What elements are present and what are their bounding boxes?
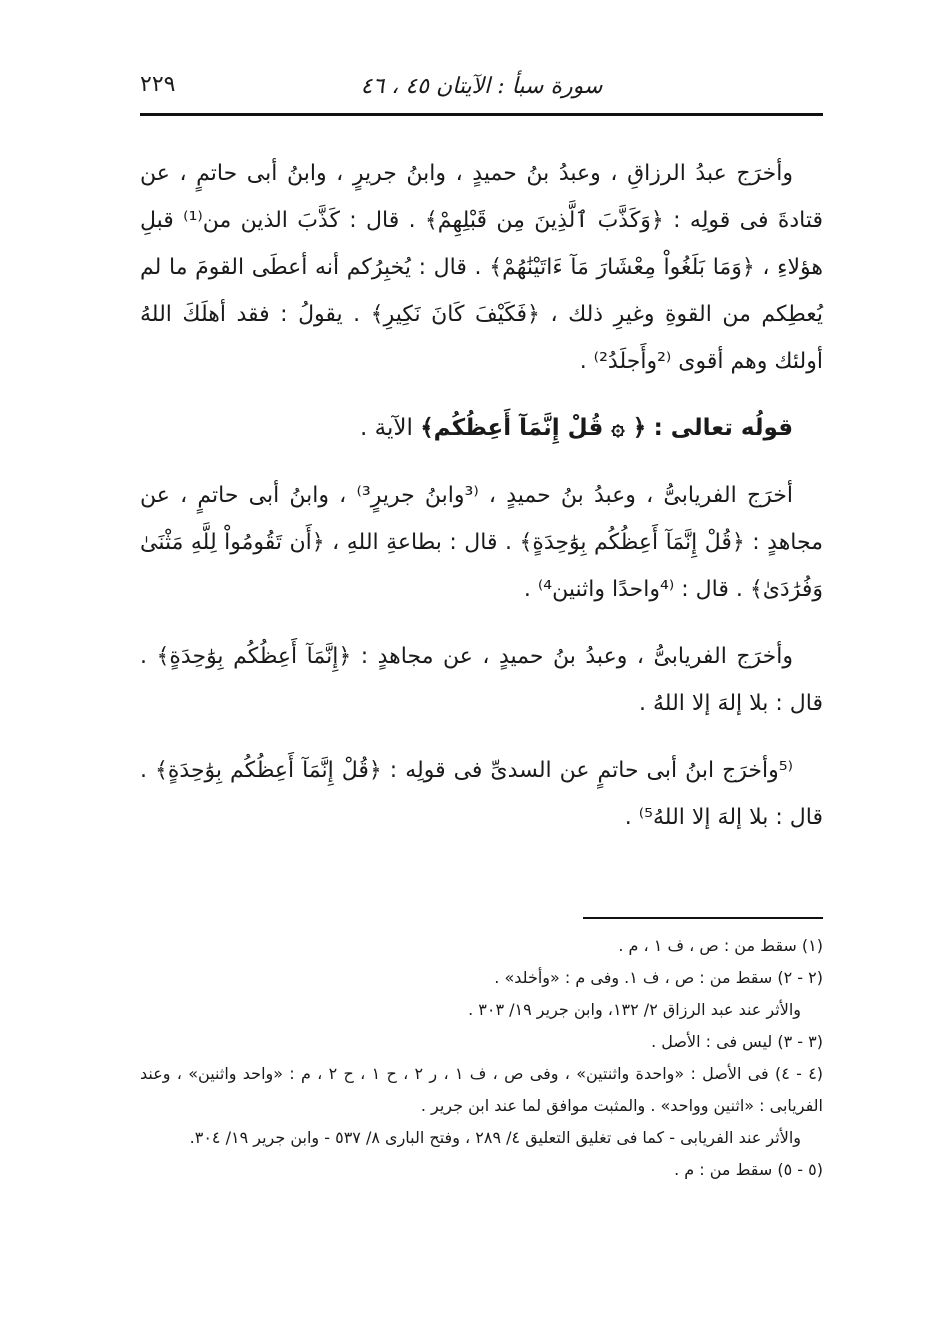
footnotes <box>140 930 823 1186</box>
running-title: سورة سبأ : الآيتان ٤٥ ، ٤٦ <box>360 73 603 99</box>
footnote-3: (٣ - ٣) ليس فى : الأصل . <box>651 1032 823 1051</box>
verse-heading <box>140 405 823 452</box>
footnote-1: (١) سقط من : ص ، ف ١ ، م . <box>618 936 823 955</box>
heading-suffix: الآية . <box>360 415 413 441</box>
footnote-2: (٢ - ٢) سقط من : ص ، ف ١. وفى م : «وأخلد» . <box>494 968 823 987</box>
paragraph-mujahid-1: أخرَج الفريابىُّ ، وعبدُ بنُ حميدٍ ، ⁽³وابنُ جريرٍ³⁾ ، وابنُ أبى حاتمٍ ، عن مجاهدٍ : ﴿قُلْ إِنَّمَآ أَعِظُكُم بِوَٰحِدَةٍ﴾ . قال : بطاعةِ اللهِ ، ﴿أَن تَقُومُواْ لِلَّهِ مَثْنَىٰ وَفُرَٰدَىٰ﴾ . قال : ⁽⁴واحدًا واثنين⁴⁾ . <box>140 483 823 602</box>
page-header <box>140 62 823 110</box>
paragraph-mujahid-2: وأخرَج الفريابىُّ ، وعبدُ بنُ حميدٍ ، عن مجاهدٍ : ﴿إِنَّمَآ أَعِظُكُم بِوَٰحِدَةٍ﴾ . قال : بلا إلهَ إلا اللهُ . <box>140 644 823 716</box>
header-rule <box>140 113 823 116</box>
footnote-rule <box>583 917 823 919</box>
paragraph-qatada: وأخرَج عبدُ الرزاقِ ، وعبدُ بنُ حميدٍ ، وابنُ جريرٍ ، وابنُ أبى حاتمٍ ، عن قتادةَ فى قولِه : ﴿وَكَذَّبَ ٱلَّذِينَ مِن قَبْلِهِمْ﴾ . قال : كَذَّبَ الذين من⁽¹⁾ قبلِ هؤلاءِ ، ﴿وَمَا بَلَغُواْ مِعْشَارَ مَآ ءَاتَيْنَٰهُمْ﴾ . قال : يُخبِرُكم أنه أعطَى القومَ ما لم يُعطِكم من القوةِ وغيرِ ذلك ، ﴿فَكَيْفَ كَانَ نَكِيرِ﴾ . يقولُ : فقد أهلَكَ اللهُ أولئك وهم أقوى ⁽²وأَجلَدُ²⁾ . <box>140 161 823 374</box>
footnote-5: (٥ - ٥) سقط من : م . <box>674 1160 823 1179</box>
paragraph-suddi: ⁽⁵وأخرَج ابنُ أبى حاتمٍ عن السدىِّ فى قولِه : ﴿قُلْ إِنَّمَآ أَعِظُكُم بِوَٰحِدَةٍ﴾ . قال : بلا إلهَ إلا اللهُ⁵⁾ . <box>140 758 823 830</box>
footnote-4: (٤ - ٤) فى الأصل : «واحدة واثنتين» ، وفى ص ، ف ١ ، ر ٢ ، ح ١ ، ح ٢ ، م : «واحد واثنين» ، وعند الفريابى : «اثنين وواحد» . والمثبت موافق لما عند ابن جرير . <box>140 1064 824 1115</box>
footnote-4-source: والأثر عند الفريابى - كما فى تغليق التعليق ٤/ ٢٨٩ ، وفتح البارى ٨/ ٥٣٧ - وابن جرير ١٩/ ٣٠٤. <box>189 1128 801 1147</box>
heading-verse: ﴿ ۞ قُلْ إِنَّمَآ أَعِظُكُم﴾ <box>420 415 647 441</box>
footnote-2-source: والأثر عند عبد الرزاق ٢/ ١٣٢، وابن جرير ١٩/ ٣٠٣ . <box>468 1000 801 1019</box>
page-number: ٢٢٩ <box>140 72 176 97</box>
heading-label: قولُه تعالى : <box>653 415 793 441</box>
main-text <box>140 150 823 861</box>
